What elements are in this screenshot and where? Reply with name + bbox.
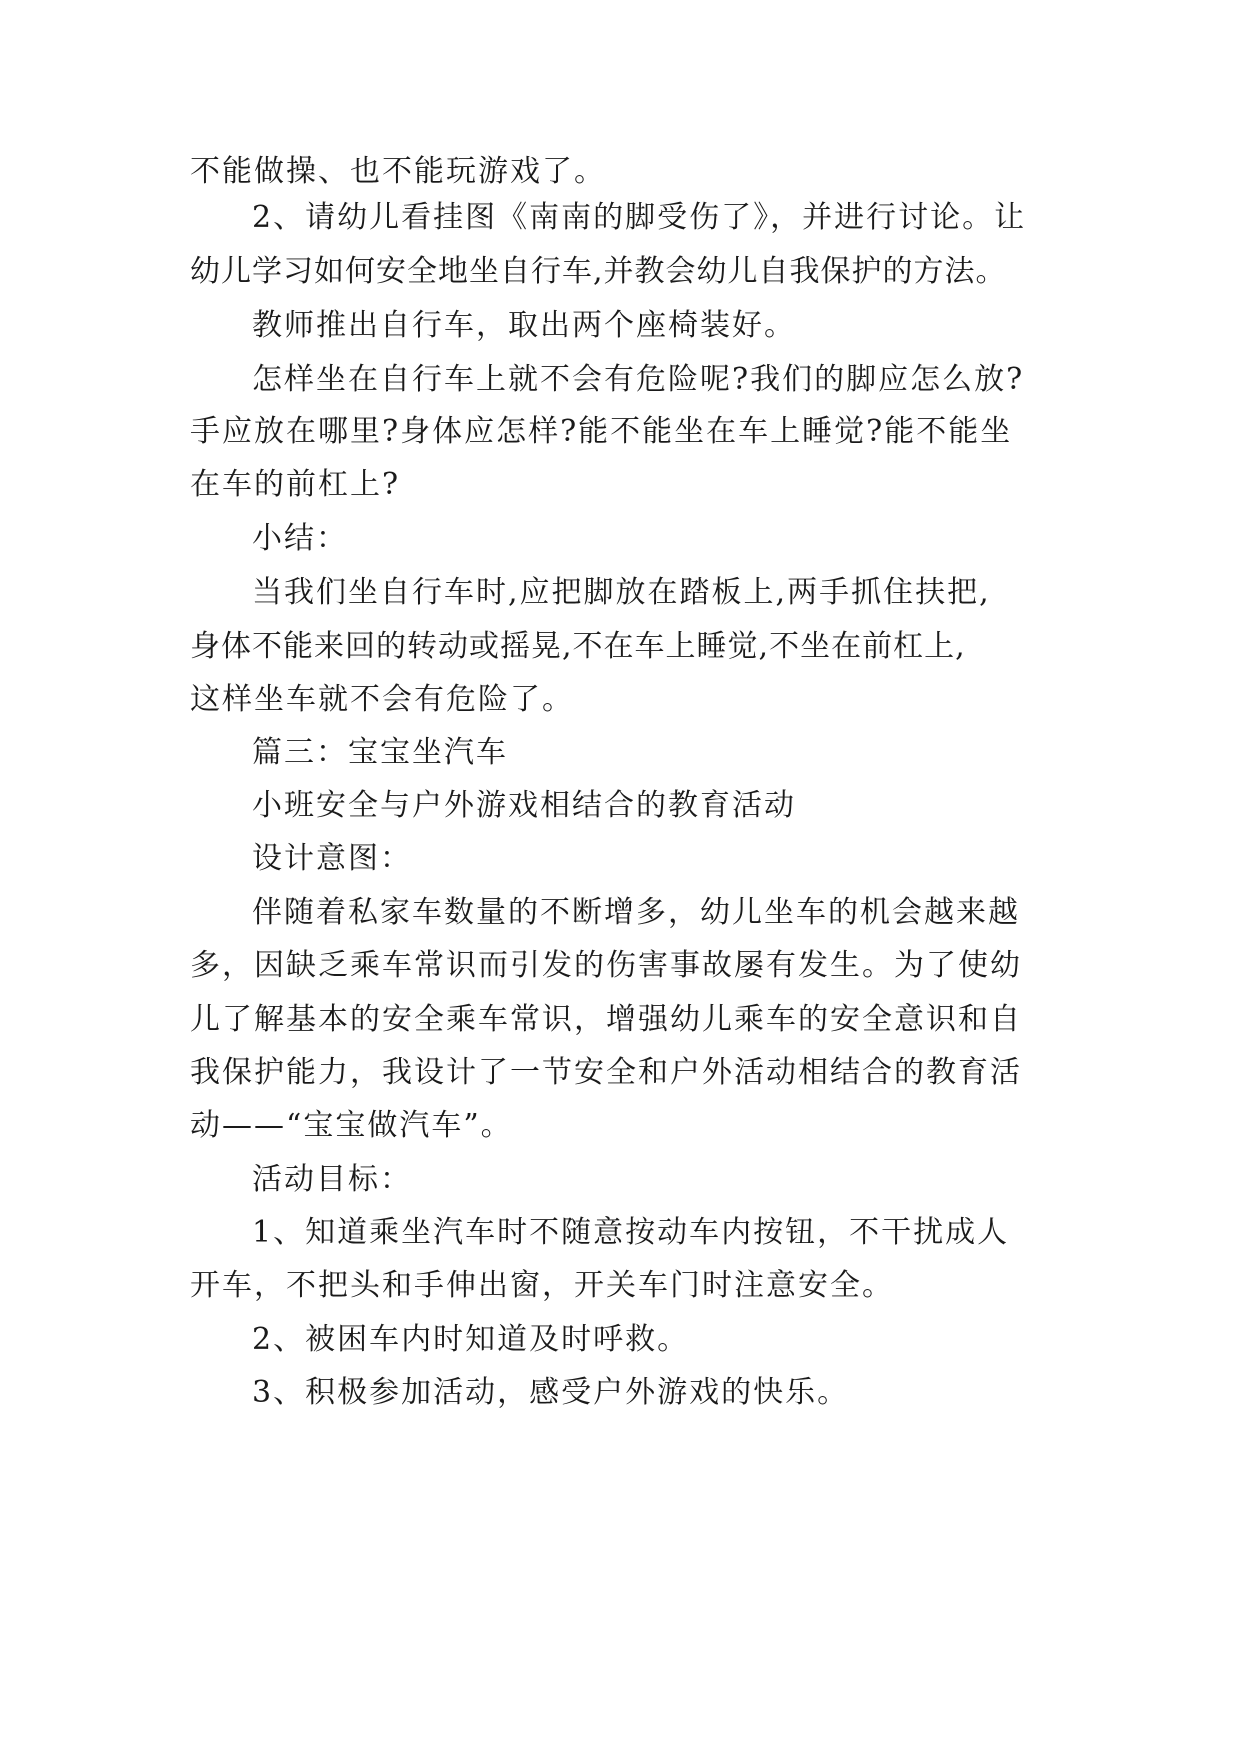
text-line: 伴随着私家车数量的不断增多，幼儿坐车的机会越来越: [252, 895, 1020, 930]
text-line: 设计意图：: [252, 841, 412, 876]
text-line: 手应放在哪里?身体应怎样?能不能坐在车上睡觉?能不能坐: [190, 414, 1013, 449]
text-line: 3、积极参加活动，感受户外游戏的快乐。: [252, 1375, 850, 1410]
text-line: 小班安全与户外游戏相结合的教育活动: [252, 788, 796, 823]
text-line: 小结：: [252, 521, 348, 556]
text-line: 这样坐车就不会有危险了。: [190, 682, 574, 717]
text-line: 不能做操、也不能玩游戏了。: [190, 154, 606, 189]
text-line: 在车的前杠上?: [190, 467, 401, 502]
text-line: 教师推出自行车，取出两个座椅装好。: [252, 308, 796, 343]
text-line: 儿了解基本的安全乘车常识，增强幼儿乘车的安全意识和自: [190, 1002, 1022, 1037]
text-line: 开车，不把头和手伸出窗，开关车门时注意安全。: [190, 1268, 894, 1303]
text-line: 怎样坐在自行车上就不会有危险呢?我们的脚应怎么放?: [252, 362, 1025, 397]
text-line: 我保护能力，我设计了一节安全和户外活动相结合的教育活: [190, 1055, 1022, 1090]
text-line: 当我们坐自行车时,应把脚放在踏板上,两手抓住扶把,: [252, 575, 991, 610]
text-line: 篇三：宝宝坐汽车: [252, 735, 508, 770]
text-line: 幼儿学习如何安全地坐自行车,并教会幼儿自我保护的方法。: [190, 254, 1007, 289]
text-line: 身体不能来回的转动或摇晃,不在车上睡觉,不坐在前杠上,: [190, 629, 966, 664]
text-line: 多，因缺乏乘车常识而引发的伤害事故屡有发生。为了使幼: [190, 948, 1022, 983]
text-line: 2、被困车内时知道及时呼救。: [252, 1322, 690, 1357]
text-line: 动——“宝宝做汽车”。: [190, 1108, 513, 1143]
text-line: 活动目标：: [252, 1162, 412, 1197]
text-line: 2、请幼儿看挂图《南南的脚受伤了》，并进行讨论。让: [252, 200, 1027, 235]
text-line: 1、知道乘坐汽车时不随意按动车内按钮，不干扰成人: [252, 1215, 1010, 1250]
